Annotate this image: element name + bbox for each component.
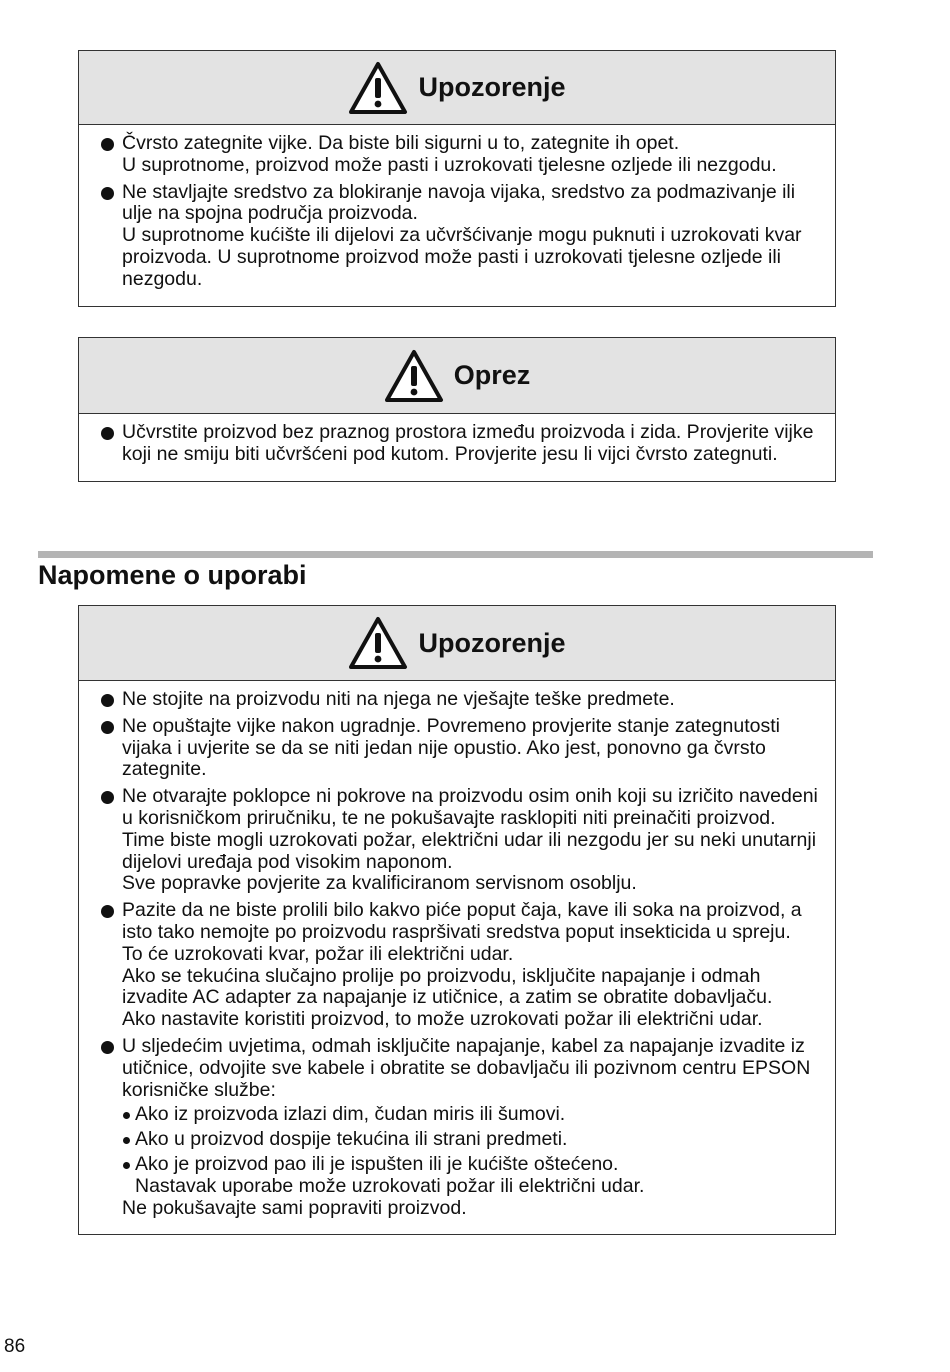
- section-title: Napomene o uporabi: [38, 560, 307, 590]
- item-text: To će uzrokovati kvar, požar ili električni udar.: [122, 942, 514, 965]
- item-text: Ne opuštajte vijke nakon ugradnje. Povremeno provjerite stanje zategnutosti vijaka i uvjerite se da se niti jedan nije opustio. Ako jest, ponovno ga čvrsto zategnite.: [122, 714, 780, 781]
- list-item: [101, 133, 819, 177]
- warning-box-body: [79, 125, 835, 306]
- item-text: Učvrstite proizvod bez praznog prostora između proizvoda i zida. Provjerite vijke koji ne smiju biti učvršćeni pod kutom. Provjerite jesu li vijci čvrsto zategnuti.: [122, 421, 814, 465]
- item-text: Ne stojite na proizvodu niti na njega ne vješajte teške predmete.: [122, 688, 675, 710]
- sub-list-item: [122, 1129, 819, 1151]
- sub-item-text: Ako je proizvod pao ili je ispušten ili je kućište oštećeno.: [135, 1152, 619, 1175]
- item-text: Sve popravke povjerite za kvalificiranom servisnom osoblju.: [122, 872, 637, 895]
- caution-title: Oprez: [453, 360, 531, 390]
- warning-box-installation: [78, 50, 836, 307]
- warning-triangle-icon: [384, 349, 454, 403]
- item-text: Čvrsto zategnite vijke. Da biste bili sigurni u to, zategnite ih opet.: [122, 132, 680, 154]
- caution-box-body: [79, 414, 835, 481]
- page-number: 86: [4, 1336, 26, 1357]
- warning-box-usage: [78, 605, 836, 1235]
- warning-triangle-icon: [348, 616, 418, 670]
- item-text: U suprotnome kućište ili dijelovi za učvršćivanje mogu puknuti i uzrokovati kvar proizvoda. U suprotnome proizvod može pasti i uzrokovati tjelesne ozljede ili nezgodu.: [122, 224, 802, 290]
- item-text: Ako nastavite koristiti proizvod, to može uzrokovati požar ili električni udar.: [122, 1008, 763, 1031]
- sub-list-item: [122, 1104, 819, 1126]
- caution-box: [78, 337, 836, 482]
- item-text: Pazite da ne biste prolili bilo kakvo piće poput čaja, kave ili soka na proizvod, a isto tako nemojte po proizvodu raspršivati sredstva poput insekticida u spreju.: [122, 899, 802, 943]
- sub-item-text: Ako iz proizvoda izlazi dim, čudan miris ili šumovi.: [135, 1103, 566, 1126]
- warning-triangle-icon: [348, 61, 418, 115]
- list-item: [101, 1036, 819, 1219]
- sub-item-text: Nastavak uporabe može uzrokovati požar ili električni udar.: [135, 1174, 645, 1197]
- warning-box-header: [79, 51, 835, 125]
- item-text: Ne stavljajte sredstvo za blokiranje navoja vijaka, sredstvo za podmazivanje ili ulje na spojna područja proizvoda.: [122, 180, 796, 225]
- item-text: Time biste mogli uzrokovati požar, električni udar ili nezgodu jer su neki unutarnji dijelovi uređaja pod visokim naponom.: [122, 828, 817, 873]
- list-item: [101, 716, 819, 781]
- warning-title: Upozorenje: [418, 72, 566, 102]
- sub-item-text: Ako u proizvod dospije tekućina ili strani predmeti.: [135, 1128, 568, 1151]
- list-item: [101, 900, 819, 1031]
- warning-box-body: [79, 681, 835, 1234]
- item-text: Ako se tekućina slučajno prolije po proizvodu, isključite napajanje i odmah izvadite AC adapter za napajanje iz utičnice, a zatim se obratite dobavljaču.: [122, 964, 773, 1009]
- warning-box-header: [79, 606, 835, 681]
- item-text: Ne pokušavajte sami popraviti proizvod.: [122, 1196, 467, 1219]
- section-divider: [38, 551, 873, 558]
- warning-title: Upozorenje: [418, 627, 566, 658]
- caution-box-header: [79, 338, 835, 414]
- list-item: [101, 786, 819, 895]
- list-item: [101, 182, 819, 291]
- item-text: U sljedećim uvjetima, odmah isključite napajanje, kabel za napajanje izvadite iz utičnice, odvojite sve kabele i obratite se dobavljaču ili pozivnom centru EPSON korisničke službe:: [122, 1034, 811, 1101]
- item-text: Ne otvarajte poklopce ni pokrove na proizvodu osim onih koji su izričito navedeni u korisničkom priručniku, te ne pokušavajte rasklopiti niti preinačiti proizvod.: [122, 785, 818, 829]
- list-item: [101, 422, 819, 466]
- list-item: [101, 689, 819, 711]
- sub-list-item: [122, 1154, 819, 1198]
- item-text: U suprotnome, proizvod može pasti i uzrokovati tjelesne ozljede ili nezgodu.: [122, 153, 777, 176]
